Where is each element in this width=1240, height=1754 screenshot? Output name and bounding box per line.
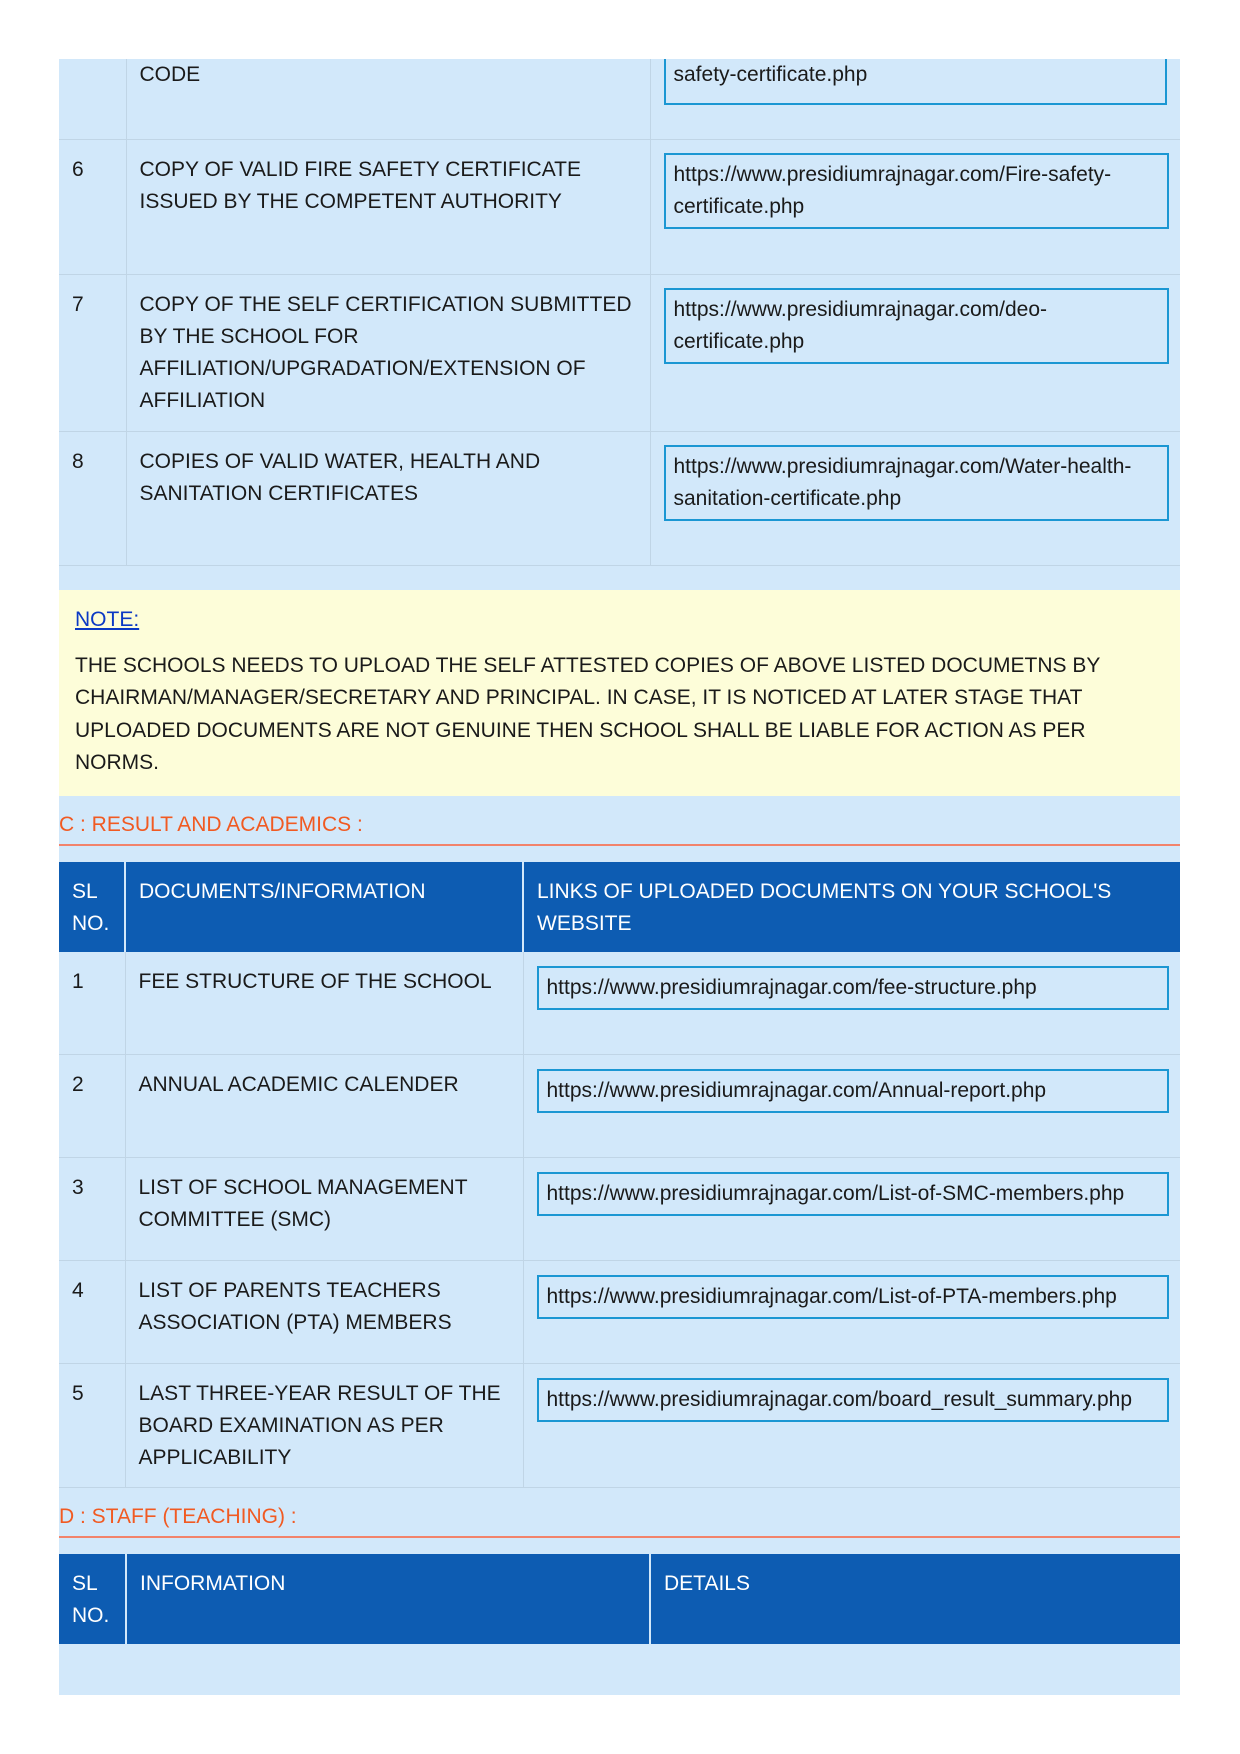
table-header-row: [59, 1554, 1180, 1644]
row-sl-number: 2: [59, 1055, 125, 1158]
document-link[interactable]: https://www.presidiumrajnagar.com/Annual-report.php: [537, 1069, 1170, 1113]
document-link[interactable]: https://www.presidiumrajnagar.com/List-of-PTA-members.php: [537, 1275, 1170, 1319]
section-d-title: D : STAFF (TEACHING) :: [59, 1488, 1180, 1538]
note-text: THE SCHOOLS NEEDS TO UPLOAD THE SELF ATTESTED COPIES OF ABOVE LISTED DOCUMETNS BY CHAIRMAN/MANAGER/SECRETARY AND PRINCIPAL. IN CASE, IT IS NOTICED AT LATER STAGE THAT UPLOADED DOCUMENTS ARE NOT GENUINE THEN SCHOOL SHALL BE LIABLE FOR ACTION AS PER NORMS.: [75, 653, 1100, 774]
section-c-table: [59, 862, 1180, 1489]
row-document-name: COPY OF THE SELF CERTIFICATION SUBMITTED BY THE SCHOOL FOR AFFILIATION/UPGRADATION/EXTENSION OF AFFILIATION: [126, 274, 650, 431]
row-document-name: COPY OF VALID FIRE SAFETY CERTIFICATE ISSUED BY THE COMPETENT AUTHORITY: [126, 139, 650, 274]
table-row: [59, 274, 1180, 431]
table-row: [59, 952, 1180, 1055]
header-sl-no: SL NO.: [59, 1554, 126, 1644]
row-document-name: COPIES OF VALID WATER, HEALTH AND SANITATION CERTIFICATES: [126, 431, 650, 565]
table-header-row: [59, 862, 1180, 952]
row-document-name: LIST OF SCHOOL MANAGEMENT COMMITTEE (SMC): [125, 1158, 523, 1261]
row-document-name: ANNUAL ACADEMIC CALENDER: [125, 1055, 523, 1158]
table-row: [59, 1364, 1180, 1488]
document-link[interactable]: https://www.presidiumrajnagar.com/board_result_summary.php: [537, 1378, 1170, 1422]
header-links: LINKS OF UPLOADED DOCUMENTS ON YOUR SCHOOL'S WEBSITE: [523, 862, 1180, 952]
row-sl-number: 5: [59, 1364, 125, 1488]
row-document-name: FEE STRUCTURE OF THE SCHOOL: [125, 952, 523, 1055]
header-sl-no: SL NO.: [59, 862, 125, 952]
row-sl-number: 7: [59, 274, 126, 431]
table-row: [59, 139, 1180, 274]
row-sl-number: 3: [59, 1158, 125, 1261]
table-row: [59, 59, 1180, 139]
document-link[interactable]: https://www.presidiumrajnagar.com/deo-certificate.php: [664, 288, 1170, 364]
section-d-table: [59, 1554, 1180, 1644]
header-details: DETAILS: [650, 1554, 1180, 1644]
row-sl-number: 8: [59, 431, 126, 565]
document-page: [59, 59, 1180, 1695]
row-sl-number: 1: [59, 952, 125, 1055]
row-document-name: LAST THREE-YEAR RESULT OF THE BOARD EXAMINATION AS PER APPLICABILITY: [125, 1364, 523, 1488]
document-link[interactable]: safety-certificate.php: [664, 59, 1168, 105]
document-link[interactable]: https://www.presidiumrajnagar.com/Water-health-sanitation-certificate.php: [664, 445, 1170, 521]
section-b-table: [59, 59, 1180, 566]
document-link[interactable]: https://www.presidiumrajnagar.com/List-of-SMC-members.php: [537, 1172, 1170, 1216]
document-link[interactable]: https://www.presidiumrajnagar.com/fee-structure.php: [537, 966, 1170, 1010]
header-documents: DOCUMENTS/INFORMATION: [125, 862, 523, 952]
table-row: [59, 1158, 1180, 1261]
table-row: [59, 1261, 1180, 1364]
table-row: [59, 1055, 1180, 1158]
row-sl-number: 6: [59, 139, 126, 274]
note-title: NOTE:: [75, 607, 140, 631]
header-information: INFORMATION: [126, 1554, 650, 1644]
section-c-title: C : RESULT AND ACADEMICS :: [59, 796, 1180, 846]
row-sl-number: 4: [59, 1261, 125, 1364]
document-link[interactable]: https://www.presidiumrajnagar.com/Fire-safety-certificate.php: [664, 153, 1170, 229]
row-sl-number: [59, 59, 126, 139]
row-document-name: LIST OF PARENTS TEACHERS ASSOCIATION (PTA) MEMBERS: [125, 1261, 523, 1364]
table-row: [59, 431, 1180, 565]
row-document-name: CODE: [126, 59, 650, 139]
note-box: [59, 590, 1180, 796]
